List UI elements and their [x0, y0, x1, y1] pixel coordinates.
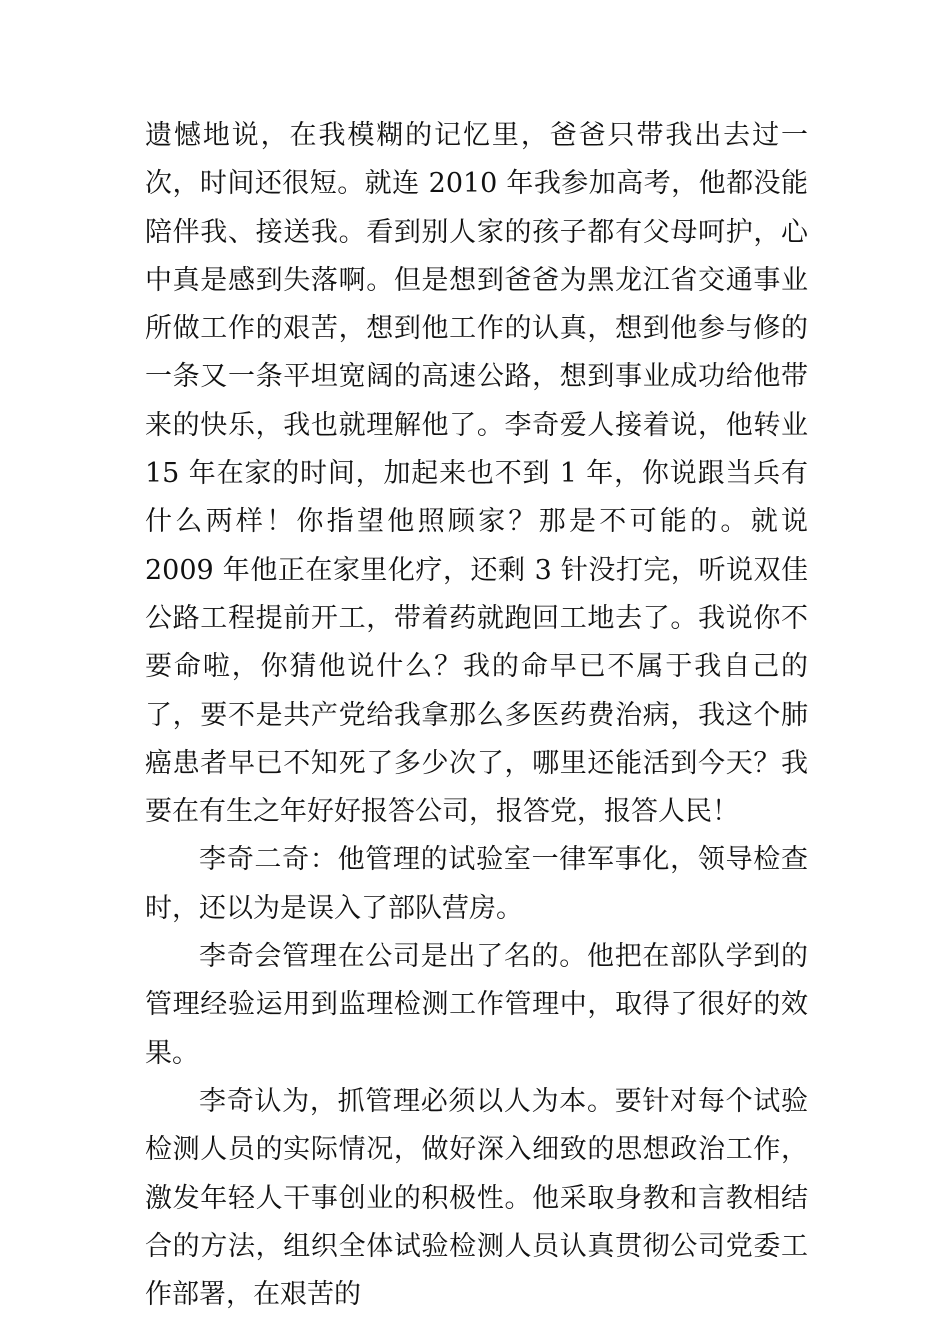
paragraph-3: 李奇会管理在公司是出了名的。他把在部队学到的管理经验运用到监理检测工作管理中，取得了很好的效果。 — [145, 941, 808, 1069]
document-body — [145, 112, 808, 1319]
paragraph-2: 李奇二奇：他管理的试验室一律军事化，领导检查时，还以为是误入了部队营房。 — [145, 844, 808, 924]
paragraph-1: 遗憾地说，在我模糊的记忆里，爸爸只带我出去过一次，时间还很短。就连 2010 年我参加高考，他都没能陪伴我、接送我。看到别人家的孩子都有父母呵护，心中真是感到失落啊。但是想到爸爸为黑龙江省交通事业所做工作的艰苦，想到他工作的认真，想到他参与修的一条又一条平坦宽阔的高速公路，想到事业成功给他带来的快乐，我也就理解他了。李奇爱人接着说，他转业 15 年在家的时间，加起来也不到 1 年，你说跟当兵有什么两样！你指望他照顾家？那是不可能的。就说 2009 年他正在家里化疗，还剩 3 针没打完，听说双佳公路工程提前开工，带着药就跑回工地去了。我说你不要命啦，你猜他说什么？我的命早已不属于我自己的了，要不是共产党给我拿那么多医药费治病，我这个肺癌患者早已不知死了多少次了，哪里还能活到今天？我要在有生之年好好报答公司，报答党，报答人民！ — [145, 120, 808, 828]
paragraph-4: 李奇认为，抓管理必须以人为本。要针对每个试验检测人员的实际情况，做好深入细致的思想政治工作，激发年轻人干事创业的积极性。他采取身教和言教相结合的方法，组织全体试验检测人员认真贯彻公司党委工作部署，在艰苦的 — [145, 1085, 808, 1311]
